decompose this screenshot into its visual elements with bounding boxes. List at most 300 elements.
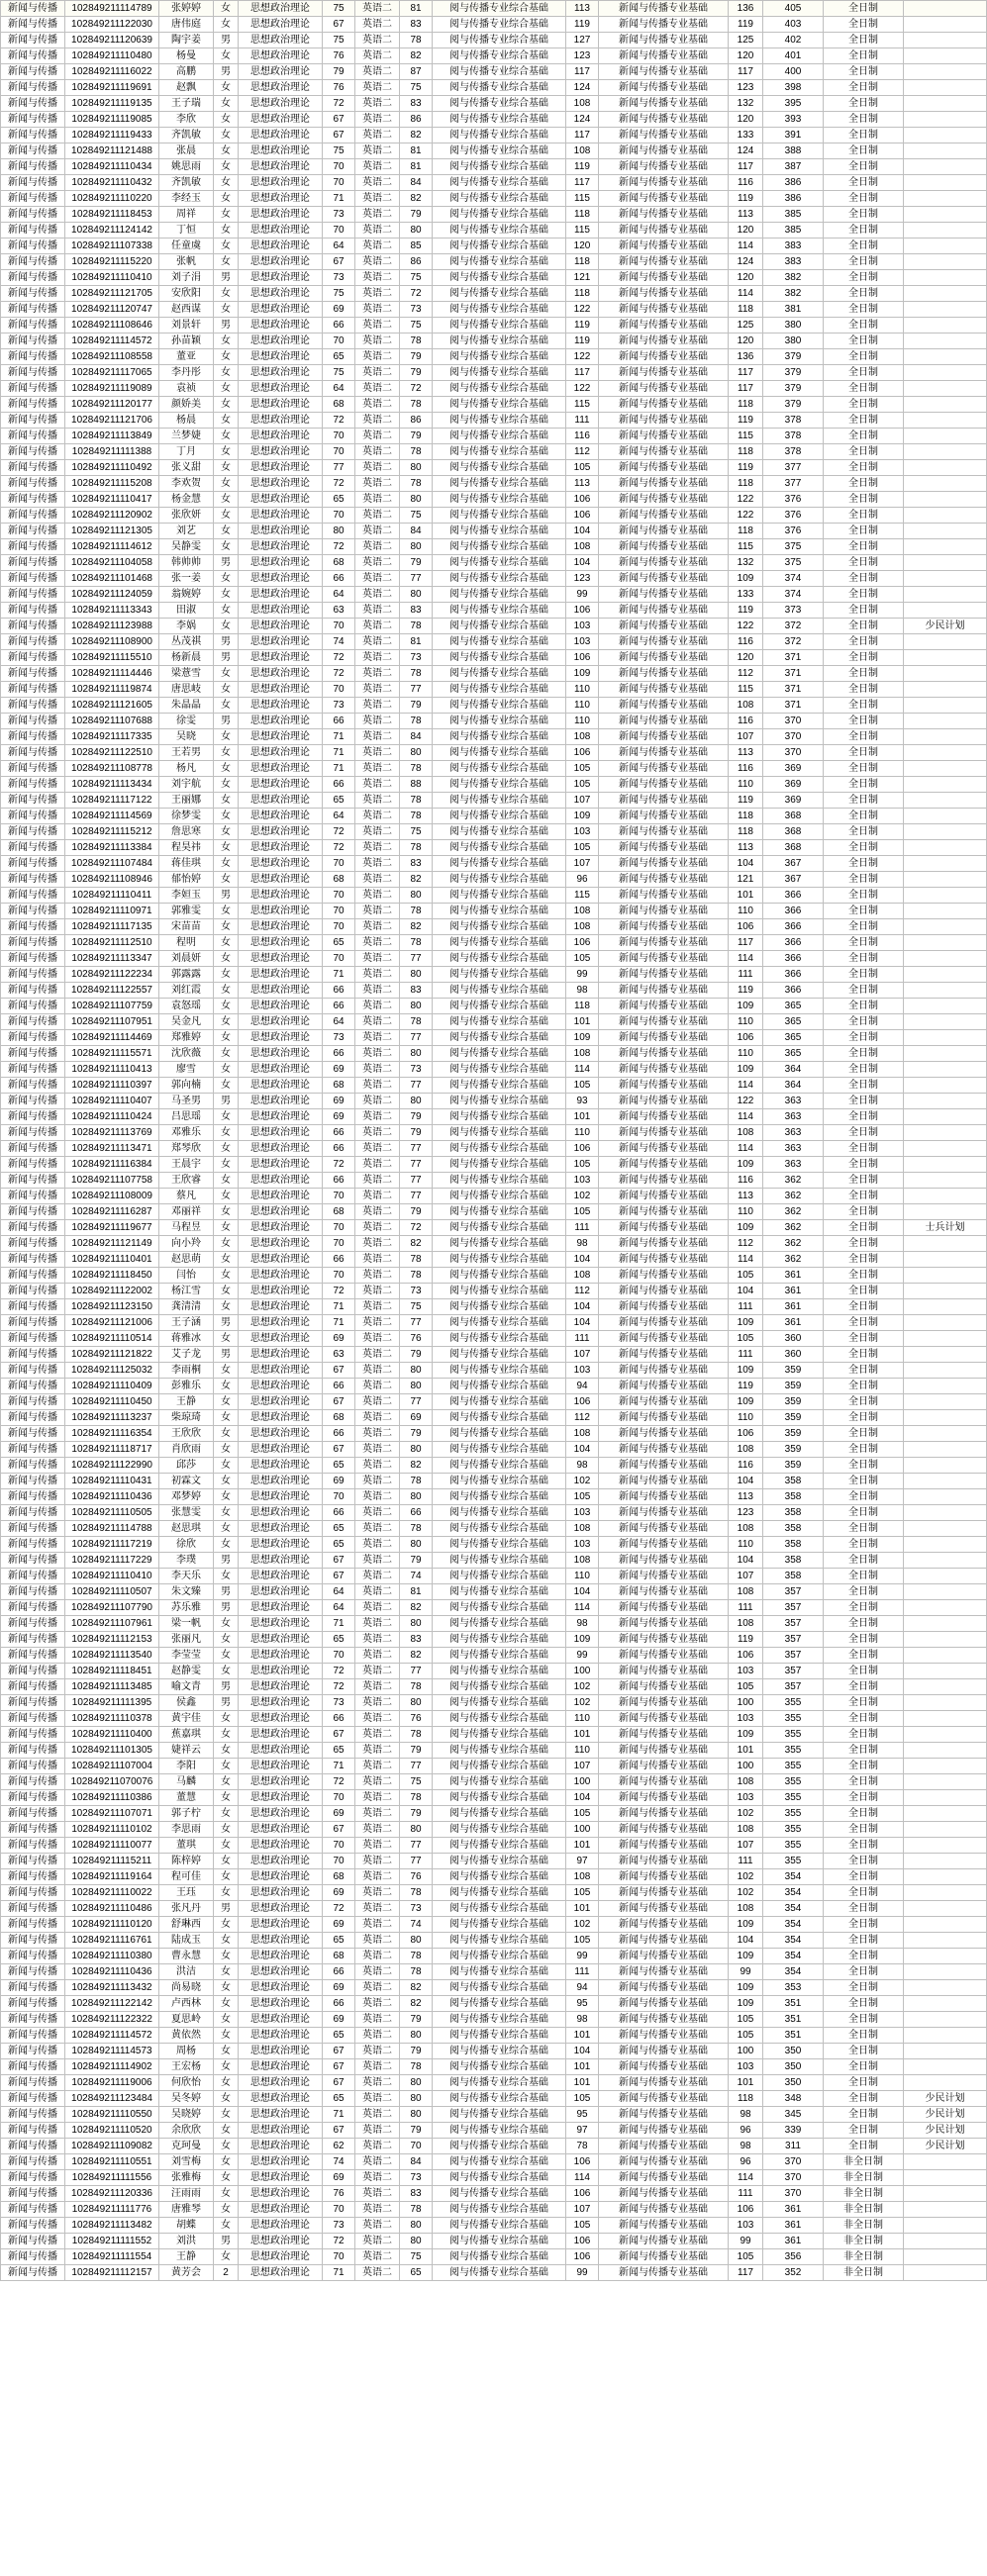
cell-subject1: 思想政治理论 (239, 2234, 323, 2249)
cell-score2: 79 (400, 1553, 433, 1569)
cell-major: 新闻与传播 (1, 175, 65, 191)
cell-sex: 女 (214, 397, 239, 413)
cell-name: 王宏杨 (159, 2059, 214, 2075)
cell-undefined (904, 1980, 987, 1996)
cell-name: 张义甜 (159, 460, 214, 476)
cell-name: 闫怡 (159, 1268, 214, 1284)
table-row[interactable] (1, 1759, 987, 1774)
table-row[interactable] (1, 1600, 987, 1616)
cell-subject1: 思想政治理论 (239, 48, 323, 64)
cell-subject2: 英语二 (355, 1252, 400, 1268)
table-row[interactable] (1, 698, 987, 714)
cell-note: 全日制 (824, 1885, 904, 1901)
table-row[interactable] (1, 1394, 987, 1410)
cell-program1: 阅与传播专业综合基础 (433, 1489, 566, 1505)
cell-note: 全日制 (824, 302, 904, 318)
table-row[interactable] (1, 777, 987, 793)
cell-subject1: 思想政治理论 (239, 1458, 323, 1474)
cell-score2: 87 (400, 64, 433, 80)
cell-score2: 80 (400, 2107, 433, 2123)
cell-score1: 67 (323, 1822, 355, 1838)
cell-student_id: 102849211115510 (65, 650, 159, 666)
table-row[interactable] (1, 286, 987, 302)
table-row[interactable] (1, 1664, 987, 1679)
table-row[interactable] (1, 2091, 987, 2107)
table-row[interactable] (1, 1901, 987, 1917)
table-row[interactable] (1, 1252, 987, 1268)
cell-note: 全日制 (824, 80, 904, 96)
cell-student_id: 102849211107688 (65, 714, 159, 729)
table-row[interactable] (1, 1790, 987, 1806)
cell-total: 109 (729, 1062, 763, 1078)
cell-score1: 67 (323, 1442, 355, 1458)
table-row[interactable] (1, 239, 987, 254)
table-row[interactable] (1, 1236, 987, 1252)
cell-name: 陶宇姜 (159, 33, 214, 48)
cell-major: 新闻与传播 (1, 318, 65, 334)
cell-score1: 70 (323, 2249, 355, 2265)
table-row[interactable] (1, 1980, 987, 1996)
table-row[interactable] (1, 809, 987, 824)
table-row[interactable] (1, 634, 987, 650)
table-row[interactable] (1, 302, 987, 318)
table-row[interactable] (1, 1014, 987, 1030)
cell-student_id: 102849211113485 (65, 1679, 159, 1695)
table-row[interactable] (1, 1838, 987, 1854)
table-row[interactable] (1, 1869, 987, 1885)
cell-score3: 110 (566, 698, 599, 714)
table-row[interactable] (1, 983, 987, 999)
cell-sex: 女 (214, 254, 239, 270)
table-row[interactable] (1, 17, 987, 33)
cell-subject2: 英语二 (355, 270, 400, 286)
cell-undefined (904, 2265, 987, 2281)
table-row[interactable] (1, 207, 987, 223)
table-row[interactable] (1, 2139, 987, 2154)
cell-score3: 124 (566, 80, 599, 96)
cell-program1: 阅与传播专业综合基础 (433, 2044, 566, 2059)
cell-note: 全日制 (824, 2139, 904, 2154)
cell-subject2: 英语二 (355, 1458, 400, 1474)
cell-total: 111 (729, 1347, 763, 1363)
table-row[interactable] (1, 2186, 987, 2202)
table-row[interactable] (1, 904, 987, 919)
cell-total: 116 (729, 714, 763, 729)
table-row[interactable] (1, 1774, 987, 1790)
table-row[interactable] (1, 1584, 987, 1600)
cell-score3: 106 (566, 2154, 599, 2170)
cell-total: 105 (729, 1679, 763, 1695)
cell-total: 125 (729, 33, 763, 48)
table-row[interactable] (1, 524, 987, 539)
table-row[interactable] (1, 1474, 987, 1489)
cell-note: 全日制 (824, 429, 904, 444)
table-row[interactable] (1, 223, 987, 239)
cell-subject2: 英语二 (355, 824, 400, 840)
table-row[interactable] (1, 1917, 987, 1933)
table-row[interactable] (1, 888, 987, 904)
cell-score1: 65 (323, 1933, 355, 1949)
table-row[interactable] (1, 824, 987, 840)
table-row[interactable] (1, 666, 987, 682)
table-row[interactable] (1, 397, 987, 413)
cell-note: 全日制 (824, 967, 904, 983)
cell-subject1: 思想政治理论 (239, 1901, 323, 1917)
cell-program1: 阅与传播专业综合基础 (433, 1537, 566, 1553)
cell-subject1: 思想政治理论 (239, 967, 323, 983)
table-row[interactable] (1, 1094, 987, 1109)
cell-mode: 362 (763, 1252, 824, 1268)
cell-score2: 78 (400, 1474, 433, 1489)
cell-subject2: 英语二 (355, 1505, 400, 1521)
cell-program2: 新闻与传播专业基础 (599, 2091, 729, 2107)
table-row[interactable] (1, 318, 987, 334)
table-row[interactable] (1, 761, 987, 777)
table-row[interactable] (1, 2012, 987, 2028)
cell-name: 苏乐雅 (159, 1600, 214, 1616)
cell-name: 黄依然 (159, 2028, 214, 2044)
table-row[interactable] (1, 650, 987, 666)
cell-sex: 女 (214, 571, 239, 587)
table-row[interactable] (1, 1046, 987, 1062)
cell-subject1: 思想政治理论 (239, 460, 323, 476)
table-row[interactable] (1, 1442, 987, 1458)
cell-total: 118 (729, 476, 763, 492)
table-row[interactable] (1, 682, 987, 698)
table-row[interactable] (1, 365, 987, 381)
cell-mode: 355 (763, 1790, 824, 1806)
cell-subject2: 英语二 (355, 1, 400, 17)
table-row[interactable] (1, 840, 987, 856)
table-row[interactable] (1, 935, 987, 951)
table-row[interactable] (1, 555, 987, 571)
cell-name: 李天乐 (159, 1569, 214, 1584)
table-row[interactable] (1, 1, 987, 17)
table-row[interactable] (1, 1426, 987, 1442)
table-row[interactable] (1, 745, 987, 761)
cell-program1: 阅与传播专业综合基础 (433, 745, 566, 761)
table-row[interactable] (1, 508, 987, 524)
table-row[interactable] (1, 1806, 987, 1822)
cell-undefined (904, 1299, 987, 1315)
cell-student_id: 102849211119433 (65, 128, 159, 143)
cell-undefined (904, 270, 987, 286)
cell-student_id: 102849211114573 (65, 2044, 159, 2059)
table-row[interactable] (1, 159, 987, 175)
cell-total: 105 (729, 2249, 763, 2265)
table-row[interactable] (1, 1648, 987, 1664)
table-row[interactable] (1, 48, 987, 64)
cell-student_id: 102849211121705 (65, 286, 159, 302)
cell-program1: 阅与传播专业综合基础 (433, 761, 566, 777)
table-row[interactable] (1, 1822, 987, 1838)
cell-program2: 新闻与传播专业基础 (599, 492, 729, 508)
cell-name: 胡蝶 (159, 2218, 214, 2234)
table-row[interactable] (1, 1410, 987, 1426)
cell-sex: 女 (214, 1964, 239, 1980)
cell-student_id: 102849211116287 (65, 1204, 159, 1220)
table-row[interactable] (1, 1141, 987, 1157)
cell-total: 109 (729, 1996, 763, 2012)
table-row[interactable] (1, 1679, 987, 1695)
cell-mode: 358 (763, 1489, 824, 1505)
cell-undefined (904, 1806, 987, 1822)
cell-sex: 女 (214, 492, 239, 508)
table-row[interactable] (1, 951, 987, 967)
table-row[interactable] (1, 33, 987, 48)
table-row[interactable] (1, 413, 987, 429)
table-row[interactable] (1, 1569, 987, 1584)
cell-student_id: 102849211108900 (65, 634, 159, 650)
table-row[interactable] (1, 80, 987, 96)
cell-program2: 新闻与传播专业基础 (599, 729, 729, 745)
cell-undefined (904, 1537, 987, 1553)
table-row[interactable] (1, 1996, 987, 2012)
cell-program2: 新闻与传播专业基础 (599, 1822, 729, 1838)
cell-note: 全日制 (824, 571, 904, 587)
table-row[interactable] (1, 1553, 987, 1569)
table-row[interactable] (1, 2107, 987, 2123)
table-row[interactable] (1, 381, 987, 397)
cell-total: 110 (729, 1410, 763, 1426)
cell-major: 新闻与传播 (1, 555, 65, 571)
table-row[interactable] (1, 714, 987, 729)
cell-program2: 新闻与传播专业基础 (599, 1616, 729, 1632)
table-row[interactable] (1, 729, 987, 745)
cell-undefined (904, 397, 987, 413)
cell-subject1: 思想政治理论 (239, 682, 323, 698)
cell-score2: 80 (400, 1094, 433, 1109)
cell-score3: 106 (566, 2234, 599, 2249)
table-row[interactable] (1, 1521, 987, 1537)
table-row[interactable] (1, 1204, 987, 1220)
cell-score1: 72 (323, 2234, 355, 2249)
cell-subject1: 思想政治理论 (239, 1410, 323, 1426)
table-row[interactable] (1, 1537, 987, 1553)
cell-total: 109 (729, 1949, 763, 1964)
cell-total: 116 (729, 1458, 763, 1474)
table-row[interactable] (1, 1173, 987, 1189)
table-row[interactable] (1, 2154, 987, 2170)
cell-sex: 女 (214, 698, 239, 714)
table-row[interactable] (1, 270, 987, 286)
table-row[interactable] (1, 1711, 987, 1727)
table-row[interactable] (1, 999, 987, 1014)
cell-score3: 100 (566, 1822, 599, 1838)
cell-name: 喻文青 (159, 1679, 214, 1695)
table-row[interactable] (1, 2170, 987, 2186)
table-row[interactable] (1, 1078, 987, 1094)
table-row[interactable] (1, 1347, 987, 1363)
table-row[interactable] (1, 2123, 987, 2139)
cell-major: 新闻与传播 (1, 1553, 65, 1569)
cell-score1: 72 (323, 1679, 355, 1695)
cell-subject2: 英语二 (355, 729, 400, 745)
cell-student_id: 102849211116384 (65, 1157, 159, 1173)
table-row[interactable] (1, 112, 987, 128)
cell-undefined (904, 254, 987, 270)
cell-total: 122 (729, 508, 763, 524)
table-row[interactable] (1, 1695, 987, 1711)
table-row[interactable] (1, 191, 987, 207)
table-row[interactable] (1, 1363, 987, 1379)
table-row[interactable] (1, 1062, 987, 1078)
table-row[interactable] (1, 1505, 987, 1521)
table-row[interactable] (1, 1189, 987, 1204)
cell-subject2: 英语二 (355, 239, 400, 254)
cell-note: 全日制 (824, 1030, 904, 1046)
cell-major: 新闻与传播 (1, 1727, 65, 1743)
cell-name: 李丹彤 (159, 365, 214, 381)
cell-total: 114 (729, 951, 763, 967)
cell-total: 119 (729, 1632, 763, 1648)
table-row[interactable] (1, 1030, 987, 1046)
cell-major: 新闻与传播 (1, 429, 65, 444)
table-row[interactable] (1, 1284, 987, 1299)
table-row[interactable] (1, 476, 987, 492)
table-row[interactable] (1, 1220, 987, 1236)
cell-subject2: 英语二 (355, 48, 400, 64)
cell-mode: 401 (763, 48, 824, 64)
cell-total: 123 (729, 80, 763, 96)
table-row[interactable] (1, 444, 987, 460)
table-row[interactable] (1, 1854, 987, 1869)
table-row[interactable] (1, 1125, 987, 1141)
cell-score3: 105 (566, 2091, 599, 2107)
table-row[interactable] (1, 1379, 987, 1394)
table-row[interactable] (1, 619, 987, 634)
cell-undefined (904, 1125, 987, 1141)
cell-subject2: 英语二 (355, 1363, 400, 1379)
cell-note: 全日制 (824, 904, 904, 919)
table-row[interactable] (1, 349, 987, 365)
table-row[interactable] (1, 1268, 987, 1284)
cell-sex: 女 (214, 80, 239, 96)
cell-score2: 81 (400, 143, 433, 159)
table-row[interactable] (1, 1616, 987, 1632)
cell-total: 101 (729, 1743, 763, 1759)
table-row[interactable] (1, 128, 987, 143)
table-row[interactable] (1, 1489, 987, 1505)
cell-score3: 122 (566, 302, 599, 318)
cell-total: 114 (729, 286, 763, 302)
table-row[interactable] (1, 1632, 987, 1648)
table-row[interactable] (1, 2202, 987, 2218)
cell-total: 118 (729, 302, 763, 318)
table-row[interactable] (1, 334, 987, 349)
table-row[interactable] (1, 1964, 987, 1980)
table-row[interactable] (1, 254, 987, 270)
cell-program2: 新闻与传播专业基础 (599, 1759, 729, 1774)
cell-score3: 110 (566, 682, 599, 698)
cell-name: 马程昱 (159, 1220, 214, 1236)
table-row[interactable] (1, 1458, 987, 1474)
table-row[interactable] (1, 1727, 987, 1743)
cell-total: 120 (729, 270, 763, 286)
cell-undefined: 少民计划 (904, 2107, 987, 2123)
cell-program1: 阅与传播专业综合基础 (433, 1252, 566, 1268)
cell-score1: 65 (323, 935, 355, 951)
table-row[interactable] (1, 1949, 987, 1964)
cell-undefined (904, 159, 987, 175)
table-row[interactable] (1, 1933, 987, 1949)
cell-program1: 阅与传播专业综合基础 (433, 207, 566, 223)
cell-program1: 阅与传播专业综合基础 (433, 1616, 566, 1632)
cell-subject2: 英语二 (355, 2218, 400, 2234)
table-row[interactable] (1, 143, 987, 159)
cell-score2: 80 (400, 223, 433, 239)
cell-program1: 阅与传播专业综合基础 (433, 1664, 566, 1679)
table-row[interactable] (1, 2218, 987, 2234)
cell-major: 新闻与传播 (1, 239, 65, 254)
table-row[interactable] (1, 1885, 987, 1901)
table-row[interactable] (1, 1315, 987, 1331)
cell-name: 蔡凡 (159, 1189, 214, 1204)
table-row[interactable] (1, 96, 987, 112)
table-row[interactable] (1, 2265, 987, 2281)
cell-student_id: 102849211121822 (65, 1347, 159, 1363)
cell-total: 110 (729, 904, 763, 919)
table-row[interactable] (1, 2028, 987, 2044)
table-row[interactable] (1, 1157, 987, 1173)
table-row[interactable] (1, 1743, 987, 1759)
table-row[interactable] (1, 856, 987, 872)
cell-name: 王子涵 (159, 1315, 214, 1331)
table-row[interactable] (1, 1331, 987, 1347)
table-row[interactable] (1, 603, 987, 619)
cell-undefined (904, 1917, 987, 1933)
table-row[interactable] (1, 64, 987, 80)
cell-mode: 358 (763, 1474, 824, 1489)
table-row[interactable] (1, 587, 987, 603)
table-row[interactable] (1, 429, 987, 444)
table-row[interactable] (1, 2075, 987, 2091)
cell-score3: 115 (566, 223, 599, 239)
table-row[interactable] (1, 967, 987, 983)
table-row[interactable] (1, 2059, 987, 2075)
cell-sex: 女 (214, 999, 239, 1014)
table-row[interactable] (1, 460, 987, 476)
table-row[interactable] (1, 539, 987, 555)
cell-program1: 阅与传播专业综合基础 (433, 1695, 566, 1711)
cell-score3: 122 (566, 349, 599, 365)
table-row[interactable] (1, 175, 987, 191)
cell-undefined (904, 1109, 987, 1125)
table-row[interactable] (1, 492, 987, 508)
table-row[interactable] (1, 1109, 987, 1125)
table-row[interactable] (1, 793, 987, 809)
cell-mode: 391 (763, 128, 824, 143)
cell-program2: 新闻与传播专业基础 (599, 714, 729, 729)
cell-score1: 71 (323, 1315, 355, 1331)
cell-undefined (904, 682, 987, 698)
table-row[interactable] (1, 919, 987, 935)
table-row[interactable] (1, 2044, 987, 2059)
table-row[interactable] (1, 2249, 987, 2265)
table-row[interactable] (1, 571, 987, 587)
cell-score3: 101 (566, 1727, 599, 1743)
cell-student_id: 102849211110410 (65, 270, 159, 286)
cell-score2: 80 (400, 1695, 433, 1711)
cell-name: 詹思寒 (159, 824, 214, 840)
cell-score3: 110 (566, 1569, 599, 1584)
cell-score3: 118 (566, 286, 599, 302)
cell-program2: 新闻与传播专业基础 (599, 207, 729, 223)
table-row[interactable] (1, 2234, 987, 2249)
table-row[interactable] (1, 872, 987, 888)
cell-total: 110 (729, 1204, 763, 1220)
table-row[interactable] (1, 1299, 987, 1315)
